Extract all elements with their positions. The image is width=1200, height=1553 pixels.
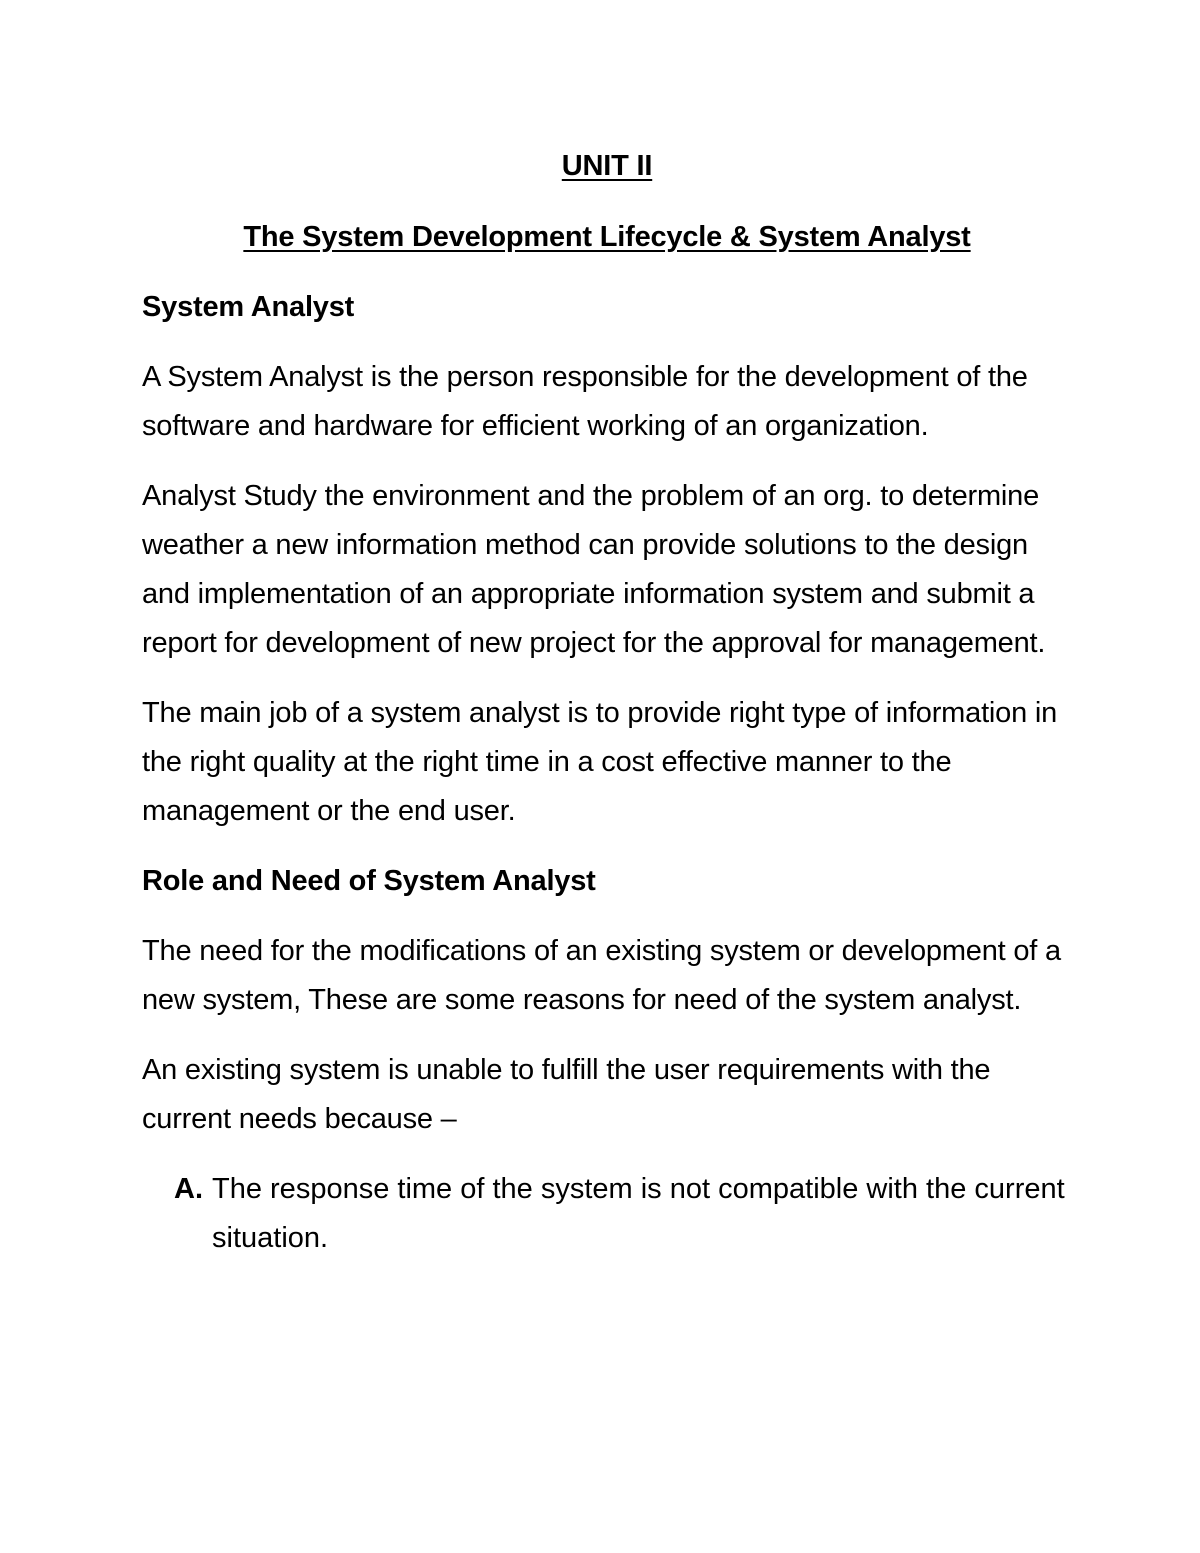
section-heading-role-and-need: Role and Need of System Analyst <box>142 865 596 897</box>
section-heading-system-analyst: System Analyst <box>142 291 355 323</box>
list-item-text: The response time of the system is not compatible with the current situation. <box>212 1173 1065 1254</box>
paragraph-main-job: The main job of a system analyst is to provide right type of information in the right quality at the right time in a cost effective manner to the management or the end user. <box>142 697 1058 827</box>
list-item <box>142 1165 1072 1263</box>
paragraph-definition: A System Analyst is the person responsible for the development of the software and hardware for efficient working of an organization. <box>142 361 1028 442</box>
document-title: The System Development Lifecycle & System Analyst <box>243 221 971 253</box>
document-body <box>142 142 1072 1263</box>
unit-title: UNIT II <box>561 150 653 182</box>
paragraph-need: The need for the modifications of an existing system or development of a new system, These are some reasons for need of the system analyst. <box>142 935 1061 1016</box>
paragraph-analyst-study: Analyst Study the environment and the problem of an org. to determine weather a new information method can provide solutions to the design and implementation of an appropriate information system and submit a report for development of new project for the approval for management. <box>142 480 1046 659</box>
paragraph-existing-system: An existing system is unable to fulfill the user requirements with the current needs because – <box>142 1054 991 1135</box>
list-marker: A. <box>174 1173 203 1205</box>
